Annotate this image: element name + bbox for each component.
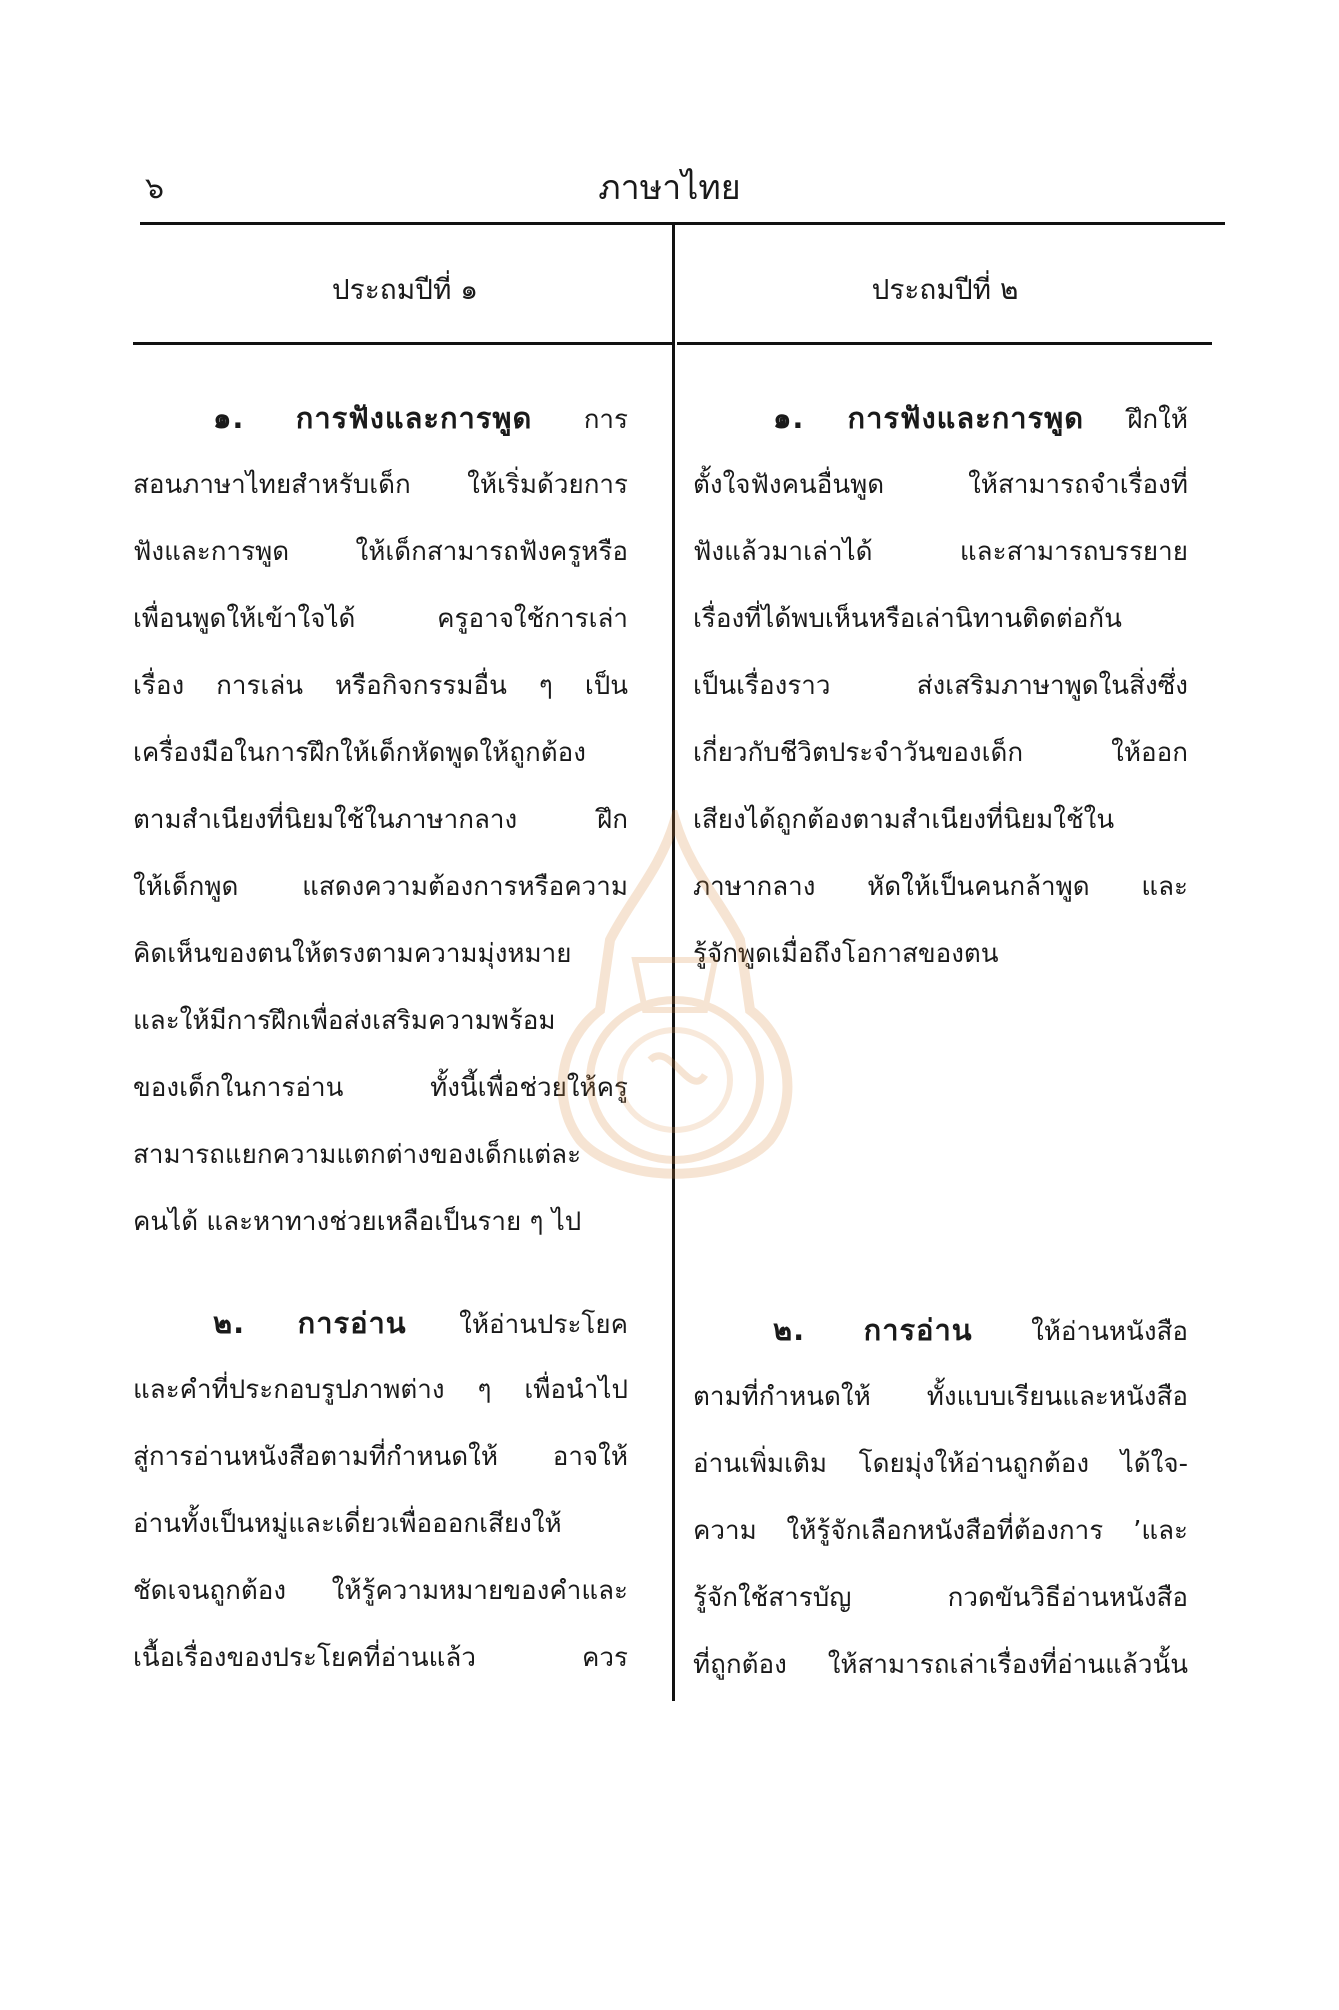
paragraph-line: อ่านเพิ่มเติม โดยมุ่งให้อ่านถูกต้อง ได้ใจ- [693,1449,1188,1479]
paragraph-line: ฝึกให้ [1127,405,1188,435]
paragraph-line: สู่การอ่านหนังสือตามที่กำหนดให้ อาจให้ [133,1442,628,1472]
left-heading-rule [133,342,673,345]
right-column-heading: ประถมปีที่ ๒ [871,273,1019,306]
paragraph-line: เครื่องมือในการฝึกให้เด็กหัดพูดให้ถูกต้อง [133,738,586,768]
section-heading-line [693,1297,1188,1364]
section-number: ๒. [213,1306,246,1340]
section-heading-line [133,385,628,452]
paragraph-line: อ่านทั้งเป็นหมู่และเดี่ยวเพื่อออกเสียงให้ [133,1509,562,1539]
paragraph-line: ให้อ่านหนังสือ [1031,1317,1189,1347]
section-heading: การฟังและการพูด [295,401,533,435]
right-heading-rule [677,342,1212,345]
section-heading-line [133,1290,628,1357]
section-number: ๑. [213,401,245,435]
left-column-heading: ประถมปีที่ ๑ [331,273,479,306]
paragraph-line: เป็นเรื่องราว ส่งเสริมภาษาพูดในสิ่งซึ่ง [693,671,1188,701]
paragraph-line: และให้มีการฝึกเพื่อส่งเสริมความพร้อม [133,1006,556,1036]
paragraph-line: ความ ให้รู้จักเลือกหนังสือที่ต้องการ ʼและ [693,1516,1188,1546]
paragraph-line: คนได้ และหาทางช่วยเหลือเป็นราย ๆ ไป [133,1207,582,1237]
paragraph-line: เพื่อนพูดให้เข้าใจได้ ครูอาจใช้การเล่า [133,604,628,634]
right-section-listening-speaking [693,385,1188,988]
paragraph-line: ของเด็กในการอ่าน ทั้งนี้เพื่อช่วยให้ครู [133,1073,628,1103]
paragraph-line: เรื่อง การเล่น หรือกิจกรรมอื่น ๆ เป็น [133,671,628,701]
section-heading: การอ่าน [297,1306,407,1340]
paragraph-line: ภาษากลาง หัดให้เป็นคนกล้าพูด และ [693,872,1188,902]
left-section-listening-speaking [133,385,628,1256]
column-divider [672,224,675,1701]
paragraph-line: ที่ถูกต้อง ให้สามารถเล่าเรื่องที่อ่านแล้วนั้น [693,1650,1188,1680]
paragraph-line: สามารถแยกความแตกต่างของเด็กแต่ละ [133,1140,582,1170]
paragraph-line: เรื่องที่ได้พบเห็นหรือเล่านิทานติดต่อกัน [693,604,1122,634]
page-title: ภาษาไทย [598,168,741,208]
paragraph-line: และคำที่ประกอบรูปภาพต่าง ๆ เพื่อนำไป [133,1375,628,1405]
section-heading-line [693,385,1188,452]
paragraph-line: รู้จักใช้สารบัญ กวดขันวิธีอ่านหนังสือ [693,1583,1188,1613]
section-heading: การฟังและการพูด [847,401,1085,435]
left-section-reading [133,1290,628,1692]
paragraph-line: การ [583,405,628,435]
paragraph-line: ให้เด็กพูด แสดงความต้องการหรือความ [133,872,628,902]
section-heading: การอ่าน [863,1313,973,1347]
section-number: ๒. [773,1313,806,1347]
paragraph-line: ตั้งใจฟังคนอื่นพูด ให้สามารถจำเรื่องที่ [693,470,1188,500]
page-number: ๖ [145,171,165,206]
paragraph-line: เกี่ยวกับชีวิตประจำวันของเด็ก ให้ออก [693,738,1188,768]
paragraph-line: ให้อ่านประโยค [459,1310,629,1340]
paragraph-line: สอนภาษาไทยสำหรับเด็ก ให้เริ่มด้วยการ [133,470,628,500]
paragraph-line: ตามที่กำหนดให้ ทั้งแบบเรียนและหนังสือ [693,1382,1188,1412]
section-number: ๑. [773,401,805,435]
right-section-reading [693,1297,1188,1699]
paragraph-line: เนื้อเรื่องของประโยคที่อ่านแล้ว ควร [133,1643,628,1673]
paragraph-line: ชัดเจนถูกต้อง ให้รู้ความหมายของคำและ [133,1576,628,1606]
paragraph-line: คิดเห็นของตนให้ตรงตามความมุ่งหมาย [133,939,572,969]
paragraph-line: ฟังแล้วมาเล่าได้ และสามารถบรรยาย [693,537,1188,567]
paragraph-line: รู้จักพูดเมื่อถึงโอกาสของตน [693,939,999,969]
header-rule [140,222,1225,225]
paragraph-line: เสียงได้ถูกต้องตามสำเนียงที่นิยมใช้ใน [693,805,1115,835]
paragraph-line: ฟังและการพูด ให้เด็กสามารถฟังครูหรือ [133,537,628,567]
paragraph-line: ตามสำเนียงที่นิยมใช้ในภาษากลาง ฝึก [133,805,628,835]
